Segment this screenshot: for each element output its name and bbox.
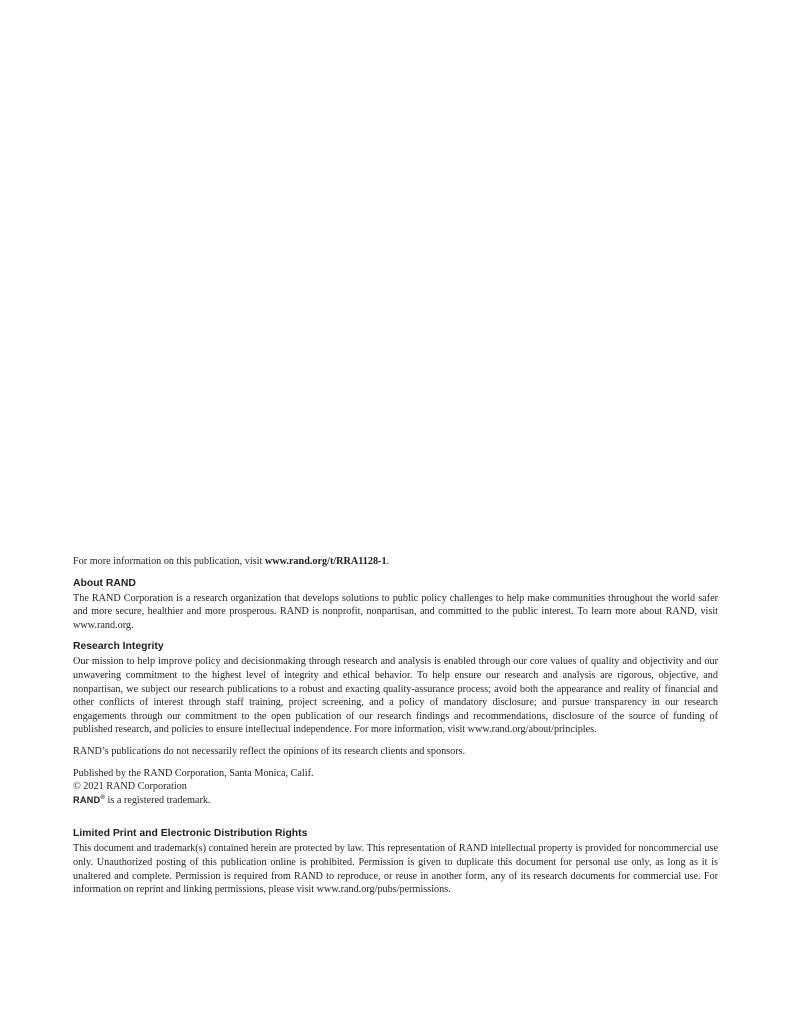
integrity-heading: Research Integrity (73, 641, 164, 653)
publisher-block (73, 767, 718, 808)
disclaimer: RAND’s publications do not necessarily reflect the opinions of its research clients and sponsors. (73, 745, 466, 757)
about-body: The RAND Corporation is a research organization that develops solutions to public policy challenges to help make communities throughout the world safer and more secure, healthier and more prosperous. RAND is nonprofit, nonpartisan, and committed to the public interest. To learn more about RAND, visit www.rand.org. (73, 592, 718, 631)
about-section (73, 577, 718, 633)
integrity-section (73, 640, 718, 737)
rights-body: This document and trademark(s) contained herein are protected by law. This representation of RAND intellectual property is provided for noncommercial use only. Unauthorized posting of this publication online is prohibited. Permission is given to duplicate this document for personal use only, as long as it is unaltered and complete. Permission is required from RAND to reproduce, or reuse in another form, any of its research documents for commercial use. For information on reprint and linking permissions, please visit www.rand.org/pubs/permissions. (73, 843, 718, 896)
about-heading: About RAND (73, 577, 136, 589)
trademark-text: is a registered trademark. (104, 794, 211, 806)
integrity-body: Our mission to help improve policy and decisionmaking through research and analysis is enabled through our core values of quality and objectivity and our unwavering commitment to the highest level of integrity and ethical behavior. To help ensure our research and analysis are rigorous, objective, and nonpartisan, we subject our research publications to a robust and exacting quality-assurance process; avoid both the appearance and reality of financial and other conflicts of interest through staff training, project screening, and a policy of mandatory disclosure; and pursue transparency in our research engagements through our commitment to the open publication of our research findings and recommendations, disclosure of the source of funding of published research, and policies to ensure intellectual independence. For more information, visit www.rand.org/about/principles. (73, 656, 718, 736)
trademark-line (73, 794, 718, 808)
info-line (73, 555, 718, 569)
rights-section (73, 827, 718, 896)
published-by: Published by the RAND Corporation, Santa Monica, Calif. (73, 767, 314, 779)
spacer (73, 807, 718, 827)
info-suffix: . (386, 556, 390, 567)
copyright-line: © 2021 RAND Corporation (73, 781, 187, 793)
info-prefix: For more information on this publication, visit (73, 556, 265, 567)
rand-logo: RAND® (73, 794, 105, 805)
rights-heading: Limited Print and Electronic Distribution Rights (73, 828, 308, 840)
publication-link[interactable]: www.rand.org/t/RRA1128-1 (264, 556, 387, 567)
copyright-page (73, 555, 718, 905)
